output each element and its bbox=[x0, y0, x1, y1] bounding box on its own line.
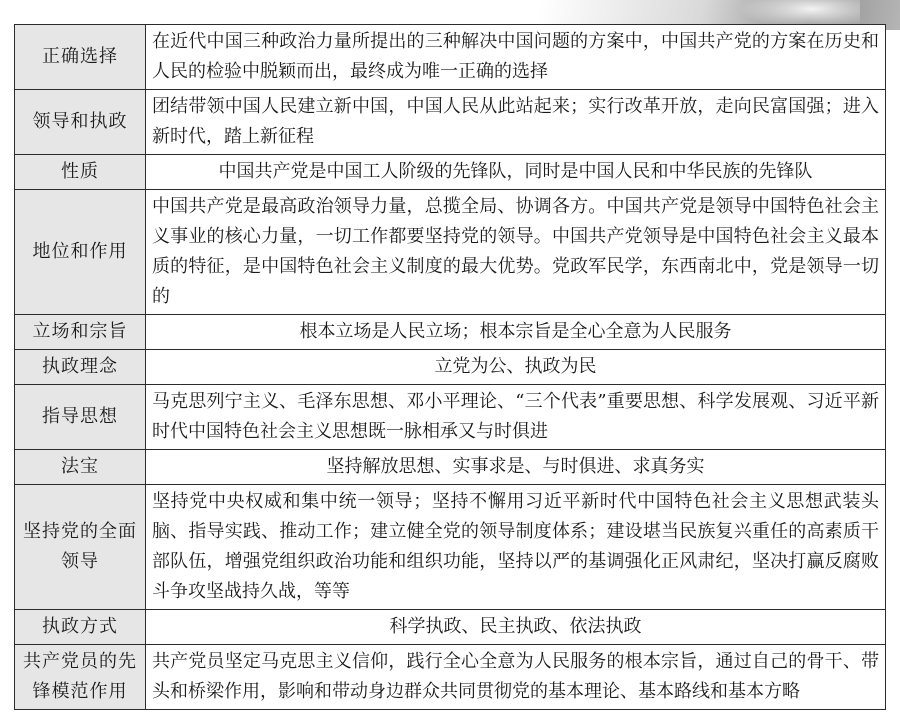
table-row bbox=[15, 645, 886, 710]
row-label: 法宝 bbox=[15, 450, 146, 485]
summary-table bbox=[14, 24, 886, 710]
table-row bbox=[15, 350, 886, 385]
row-label: 领导和执政 bbox=[15, 90, 146, 155]
table-row bbox=[15, 610, 886, 645]
row-content: 中国共产党是最高政治领导力量，总揽全局、协调各方。中国共产党是领导中国特色社会主义事业的核心力量，一切工作都要坚持党的领导。中国共产党领导是中国特色社会主义最本质的特征，是中国特色社会主义制度的最大优势。党政军民学，东西南北中，党是领导一切的 bbox=[146, 190, 886, 315]
table-row bbox=[15, 155, 886, 190]
row-label: 性质 bbox=[15, 155, 146, 190]
row-content: 根本立场是人民立场；根本宗旨是全心全意为人民服务 bbox=[146, 315, 886, 350]
table-row bbox=[15, 450, 886, 485]
row-content: 坚持解放思想、实事求是、与时俱进、求真务实 bbox=[146, 450, 886, 485]
row-label: 坚持党的全面领导 bbox=[15, 485, 146, 610]
row-content: 坚持党中央权威和集中统一领导；坚持不懈用习近平新时代中国特色社会主义思想武装头脑、指导实践、推动工作；建立健全党的领导制度体系；建设堪当民族复兴重任的高素质干部队伍，增强党组织政治功能和组织功能，坚持以严的基调强化正风肃纪，坚决打赢反腐败斗争攻坚战持久战，等等 bbox=[146, 485, 886, 610]
table-row bbox=[15, 90, 886, 155]
row-label: 指导思想 bbox=[15, 385, 146, 450]
row-label: 正确选择 bbox=[15, 25, 146, 90]
row-content: 科学执政、民主执政、依法执政 bbox=[146, 610, 886, 645]
row-content: 立党为公、执政为民 bbox=[146, 350, 886, 385]
row-label: 立场和宗旨 bbox=[15, 315, 146, 350]
row-content: 在近代中国三种政治力量所提出的三种解决中国问题的方案中，中国共产党的方案在历史和人民的检验中脱颖而出，最终成为唯一正确的选择 bbox=[146, 25, 886, 90]
row-label: 共产党员的先锋模范作用 bbox=[15, 645, 146, 710]
table-row bbox=[15, 315, 886, 350]
row-content: 中国共产党是中国工人阶级的先锋队，同时是中国人民和中华民族的先锋队 bbox=[146, 155, 886, 190]
table-row bbox=[15, 385, 886, 450]
row-label: 执政理念 bbox=[15, 350, 146, 385]
table-row bbox=[15, 25, 886, 90]
table-row bbox=[15, 190, 886, 315]
row-content: 共产党员坚定马克思主义信仰，践行全心全意为人民服务的根本宗旨，通过自己的骨干、带头和桥梁作用，影响和带动身边群众共同贯彻党的基本理论、基本路线和基本方略 bbox=[146, 645, 886, 710]
table-row bbox=[15, 485, 886, 610]
row-content: 马克思列宁主义、毛泽东思想、邓小平理论、“三个代表”重要思想、科学发展观、习近平新时代中国特色社会主义思想既一脉相承又与时俱进 bbox=[146, 385, 886, 450]
row-label: 地位和作用 bbox=[15, 190, 146, 315]
row-content: 团结带领中国人民建立新中国，中国人民从此站起来；实行改革开放，走向民富国强；进入新时代，踏上新征程 bbox=[146, 90, 886, 155]
row-label: 执政方式 bbox=[15, 610, 146, 645]
